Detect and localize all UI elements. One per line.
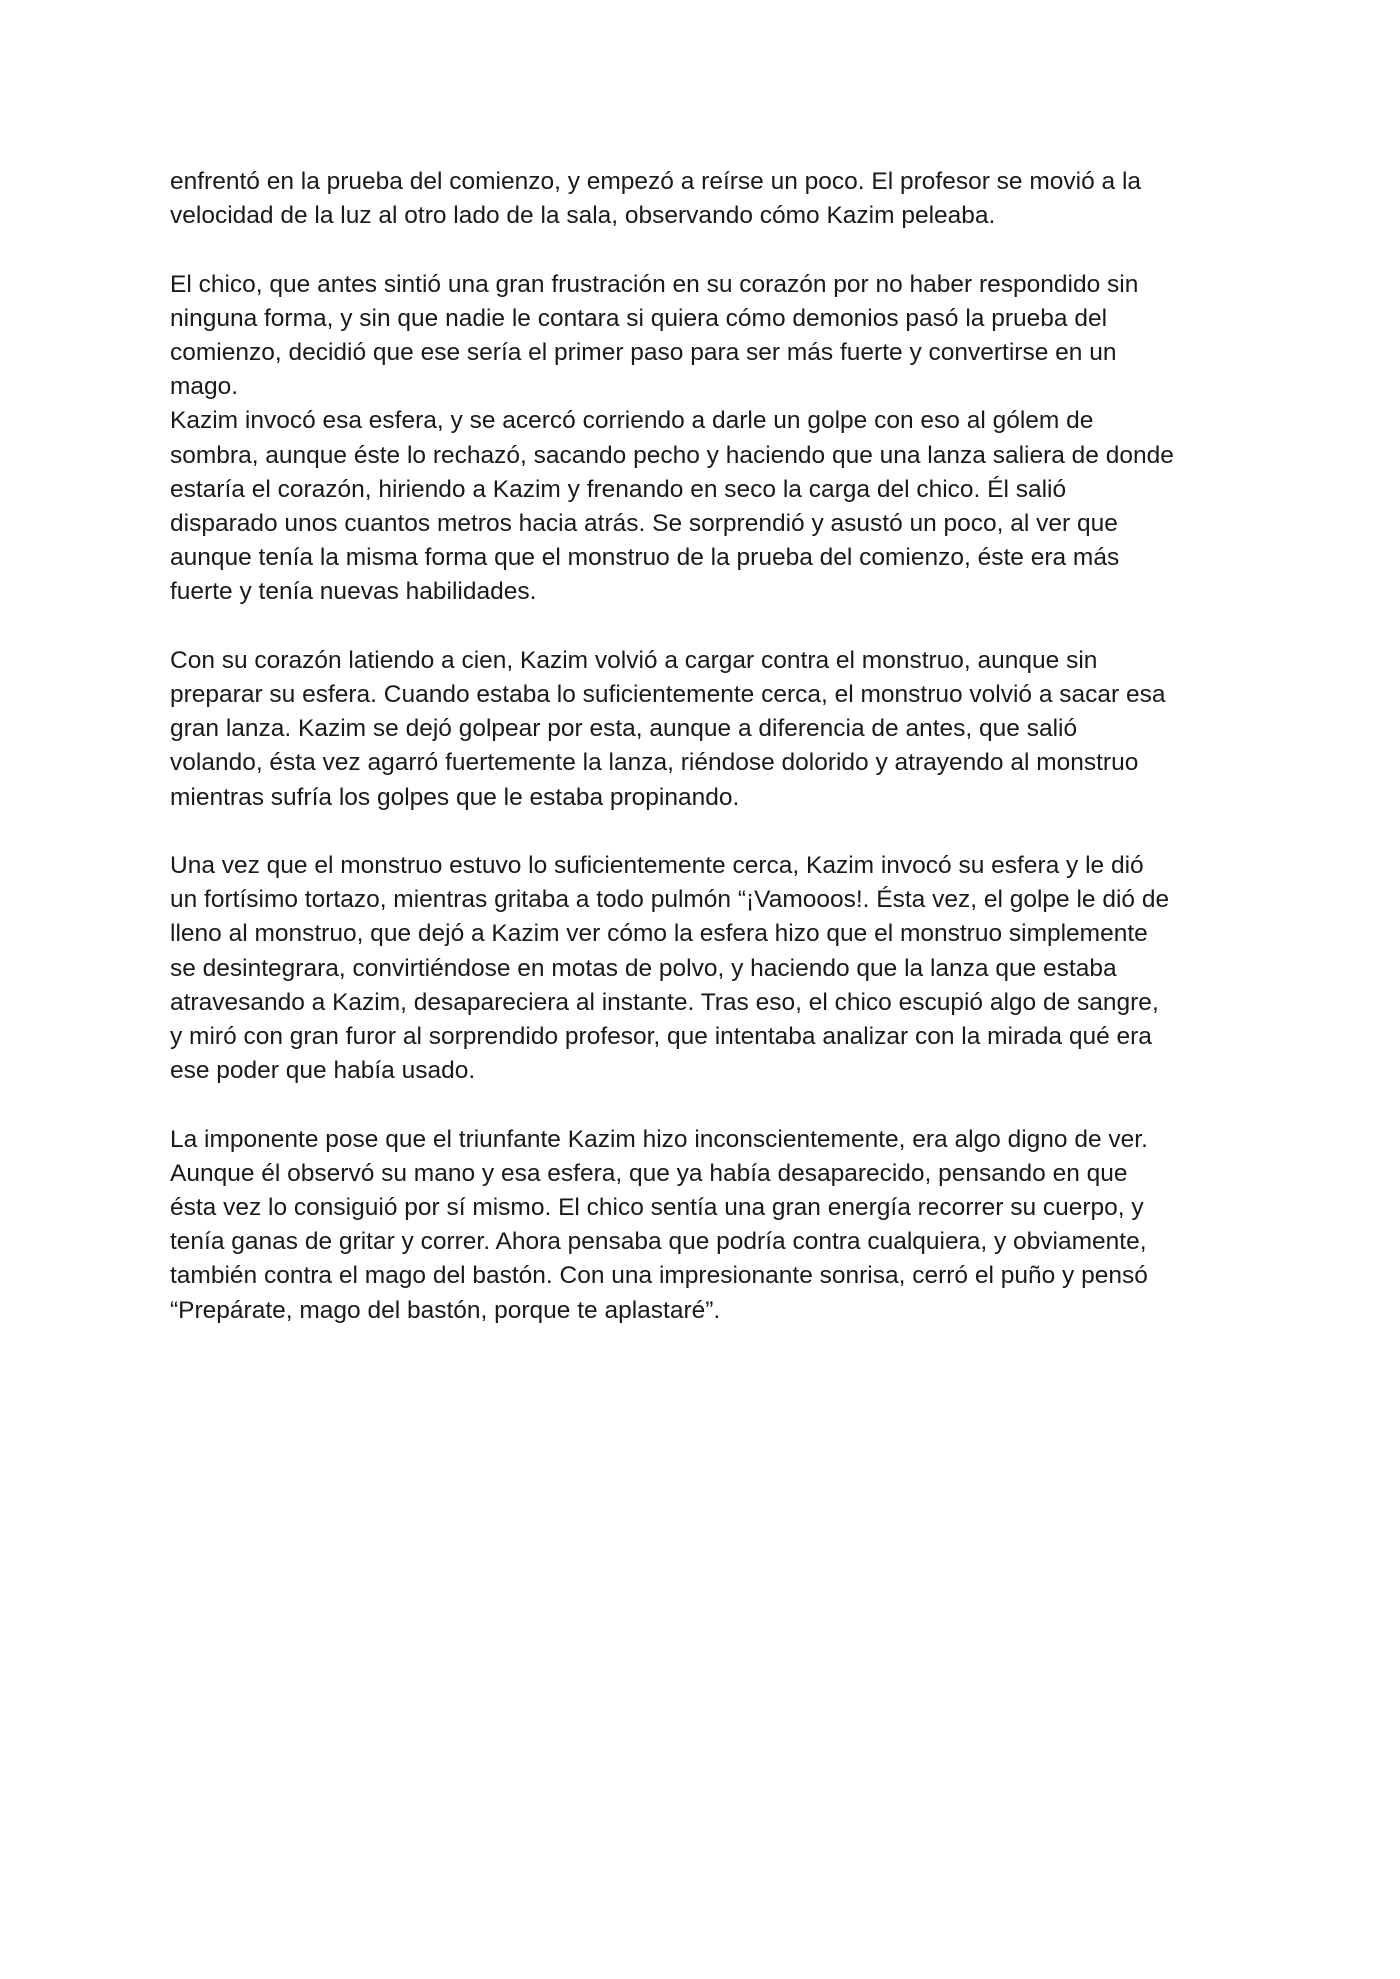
text-line: Una vez que el monstruo estuvo lo suficientemente cerca, Kazim invocó su esfera y le dió (170, 852, 1144, 880)
text-line: y miró con gran furor al sorprendido profesor, que intentaba analizar con la mirada qué era (170, 1023, 1152, 1051)
text-line: lleno al monstruo, que dejó a Kazim ver cómo la esfera hizo que el monstruo simplemente (170, 920, 1148, 948)
text-line: enfrentó en la prueba del comienzo, y empezó a reírse un poco. El profesor se movió a la (170, 168, 1142, 195)
text-line: gran lanza. Kazim se dejó golpear por esta, aunque a diferencia de antes, que salió (170, 715, 1078, 743)
text-line: La imponente pose que el triunfante Kazim hizo inconscientemente, era algo digno de ver. (170, 1125, 1148, 1153)
text-line: atravesando a Kazim, desapareciera al instante. Tras eso, el chico escupió algo de sangre, (170, 988, 1159, 1016)
paragraph-5 (170, 849, 1250, 1088)
paragraph-spacer (170, 610, 1250, 644)
paragraph-1 (170, 165, 1250, 233)
paragraph-2 (170, 268, 1250, 405)
text-line: sombra, aunque éste lo rechazó, sacando pecho y haciendo que una lanza saliera de donde (170, 441, 1174, 469)
text-line: aunque tenía la misma forma que el monstruo de la prueba del comienzo, éste era más (170, 544, 1120, 572)
text-line: ese poder que había usado. (170, 1057, 476, 1085)
text-line: Con su corazón latiendo a cien, Kazim volvió a cargar contra el monstruo, aunque sin (170, 646, 1098, 674)
paragraph-spacer (170, 815, 1250, 849)
text-line: fuerte y tenía nuevas habilidades. (170, 578, 537, 606)
text-line: Aunque él observó su mano y esa esfera, que ya había desaparecido, pensando en que (170, 1159, 1128, 1187)
document-body (170, 165, 1250, 1328)
text-line: Kazim invocó esa esfera, y se acercó corriendo a darle un golpe con eso al gólem de (170, 407, 1094, 435)
text-line: también contra el mago del bastón. Con una impresionante sonrisa, cerró el puño y pensó (170, 1262, 1148, 1290)
text-line: estaría el corazón, hiriendo a Kazim y frenando en seco la carga del chico. Él salió (170, 475, 1067, 503)
text-line: tenía ganas de gritar y correr. Ahora pensaba que podría contra cualquiera, y obviamente, (170, 1228, 1147, 1256)
text-line: “Prepárate, mago del bastón, porque te aplastaré”. (170, 1296, 721, 1324)
text-line: volando, ésta vez agarró fuertemente la lanza, riéndose dolorido y atrayendo al monstruo (170, 749, 1139, 777)
text-line: comienzo, decidió que ese sería el primer paso para ser más fuerte y convertirse en un (170, 339, 1117, 366)
text-line: mago. (170, 373, 239, 401)
text-line: ésta vez lo consiguió por sí mismo. El chico sentía una gran energía recorrer su cuerpo, y (170, 1194, 1144, 1222)
text-line: se desintegrara, convirtiéndose en motas de polvo, y haciendo que la lanza que estaba (170, 954, 1117, 982)
text-line: mientras sufría los golpes que le estaba propinando. (170, 783, 740, 811)
paragraph-3 (170, 404, 1250, 609)
paragraph-spacer (170, 1088, 1250, 1122)
text-line: El chico, que antes sintió una gran frustración en su corazón por no haber respondido sin (170, 270, 1139, 298)
text-line: ninguna forma, y sin que nadie le contara si quiera cómo demonios pasó la prueba del (170, 304, 1108, 332)
text-line: un fortísimo tortazo, mientras gritaba a todo pulmón “¡Vamooos!. Ésta vez, el golpe le dió de (170, 886, 1170, 914)
text-line: preparar su esfera. Cuando estaba lo suficientemente cerca, el monstruo volvió a sacar esa (170, 681, 1166, 709)
paragraph-spacer (170, 233, 1250, 267)
text-line: disparado unos cuantos metros hacia atrás. Se sorprendió y asustó un poco, al ver que (170, 510, 1118, 538)
text-line: velocidad de la luz al otro lado de la sala, observando cómo Kazim peleaba. (170, 202, 996, 230)
paragraph-4 (170, 644, 1250, 815)
paragraph-6 (170, 1123, 1250, 1328)
